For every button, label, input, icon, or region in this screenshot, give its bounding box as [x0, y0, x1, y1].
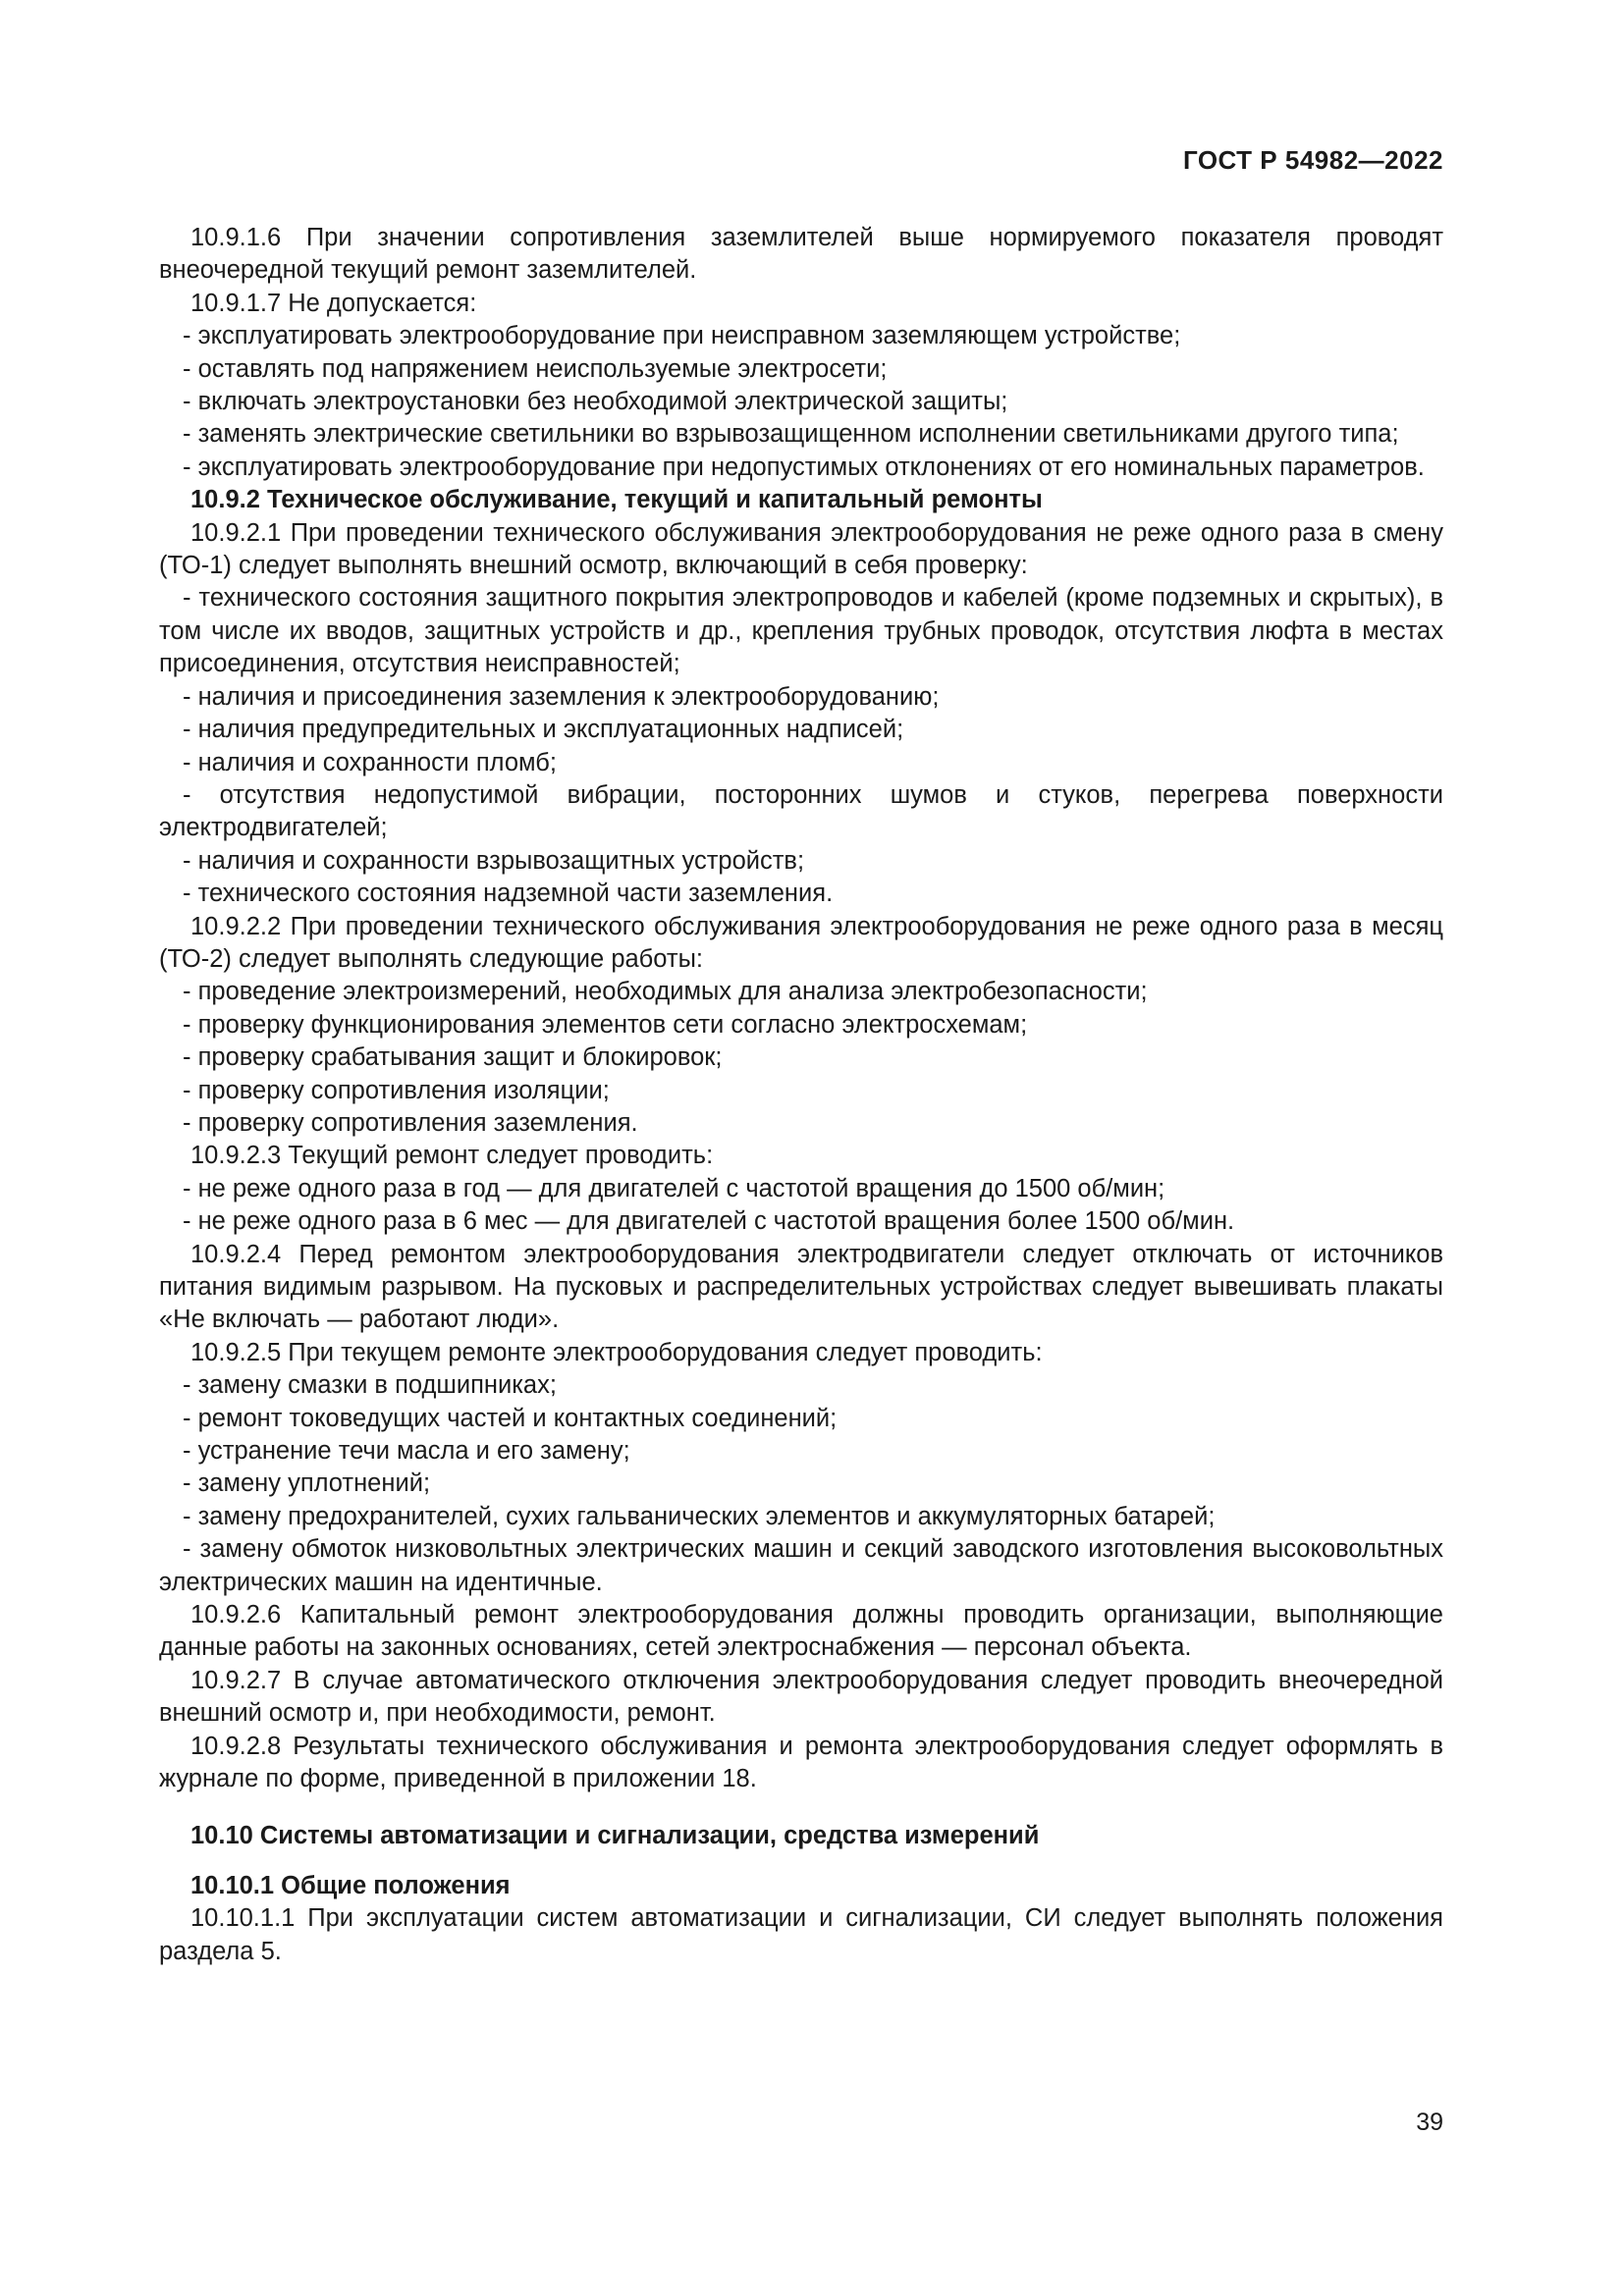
list-item: - проверку сопротивления заземления.	[183, 1108, 638, 1137]
list-item: - замену смазки в подшипниках;	[183, 1371, 557, 1400]
list-item: - не реже одного раза в 6 мес — для двигателей с частотой вращения более 1500 об/мин.	[183, 1207, 1235, 1236]
list-item: - технического состояния надземной части заземления.	[183, 880, 834, 908]
section-heading: 10.10 Системы автоматизации и сигнализации, средства измерений	[190, 1821, 1040, 1849]
list-item: - проведение электроизмерений, необходимых для анализа электробезопасности;	[183, 978, 1148, 1006]
body-text	[159, 222, 1443, 1968]
list-item: - оставлять под напряжением неиспользуемые электросети;	[183, 354, 888, 383]
list-item: - проверку сопротивления изоляции;	[183, 1076, 610, 1104]
list-item: - замену уплотнений;	[183, 1469, 431, 1498]
clause-paragraph: 10.9.2.1 При проведении технического обслуживания электрооборудования не реже одного раза в смену (ТО-1) следует выполнять внешний осмотр, включающий в себя проверку:	[159, 518, 1443, 580]
list-item: - технического состояния защитного покрытия электропроводов и кабелей (кроме подземных и скрытых), в том числе их вводов, защитных устройств и др., крепления трубных проводок, отсутствия люфта в местах присоединения, отсутствия неисправностей;	[159, 584, 1443, 678]
subsection-heading: 10.9.2 Техническое обслуживание, текущий и капитальный ремонты	[190, 486, 1043, 514]
list-item: - замену обмоток низковольтных электрических машин и секций заводского изготовления высоковольтных электрических машин на идентичные.	[159, 1535, 1443, 1596]
list-item: - эксплуатировать электрооборудование при неисправном заземляющем устройстве;	[183, 322, 1181, 350]
list-item: - эксплуатировать электрооборудование при недопустимых отклонениях от его номинальных параметров.	[183, 453, 1425, 481]
clause-paragraph: 10.9.1.7 Не допускается:	[190, 289, 477, 317]
clause-paragraph: 10.9.2.3 Текущий ремонт следует проводить:	[190, 1142, 714, 1170]
list-item: - проверку срабатывания защит и блокировок;	[183, 1043, 723, 1072]
list-item: - проверку функционирования элементов сети согласно электросхемам;	[183, 1010, 1028, 1039]
clause-paragraph: 10.9.2.4 Перед ремонтом электрооборудования электродвигатели следует отключать от источников питания видимым разрывом. На пусковых и распределительных устройствах следует вывешивать плакаты «Не включать — работают люди».	[159, 1240, 1443, 1334]
clause-paragraph: 10.9.2.6 Капитальный ремонт электрооборудования должны проводить организации, выполняющие данные работы на законных основаниях, сетей электроснабжения — персонал объекта.	[159, 1601, 1443, 1662]
standard-code: ГОСТ Р 54982—2022	[1182, 145, 1443, 175]
clause-paragraph: 10.9.1.6 При значении сопротивления заземлителей выше нормируемого показателя проводят внеочередной текущий ремонт заземлителей.	[159, 224, 1443, 285]
list-item: - наличия и сохранности пломб;	[183, 748, 557, 776]
list-item: - ремонт токоведущих частей и контактных соединений;	[183, 1404, 838, 1432]
list-item: - устранение течи масла и его замену;	[183, 1437, 630, 1466]
clause-paragraph: 10.10.1.1 При эксплуатации систем автоматизации и сигнализации, СИ следует выполнять положения раздела 5.	[159, 1904, 1443, 1965]
list-item: - замену предохранителей, сухих гальванических элементов и аккумуляторных батарей;	[183, 1502, 1216, 1530]
clause-paragraph: 10.9.2.8 Результаты технического обслуживания и ремонта электрооборудования следует оформлять в журнале по форме, приведенной в приложении 18.	[159, 1732, 1443, 1793]
page-number: 39	[1416, 2109, 1443, 2136]
list-item: - включать электроустановки без необходимой электрической защиты;	[183, 388, 1008, 416]
list-item: - отсутствия недопустимой вибрации, посторонних шумов и стуков, перегрева поверхности электродвигателей;	[159, 780, 1443, 842]
list-item: - не реже одного раза в год — для двигателей с частотой вращения до 1500 об/мин;	[183, 1174, 1165, 1202]
clause-paragraph: 10.9.2.7 В случае автоматического отключения электрооборудования следует проводить внеочередной внешний осмотр и, при необходимости, ремонт.	[159, 1666, 1443, 1728]
clause-paragraph: 10.9.2.2 При проведении технического обслуживания электрооборудования не реже одного раза в месяц (ТО-2) следует выполнять следующие работы:	[159, 912, 1443, 973]
list-item: - наличия и сохранности взрывозащитных устройств;	[183, 846, 805, 875]
list-item: - заменять электрические светильники во взрывозащищенном исполнении светильниками другого типа;	[183, 420, 1399, 449]
clause-paragraph: 10.9.2.5 При текущем ремонте электрооборудования следует проводить:	[190, 1338, 1043, 1366]
subsection-heading: 10.10.1 Общие положения	[190, 1871, 511, 1899]
list-item: - наличия и присоединения заземления к электрооборудованию;	[183, 682, 940, 711]
list-item: - наличия предупредительных и эксплуатационных надписей;	[183, 716, 904, 744]
